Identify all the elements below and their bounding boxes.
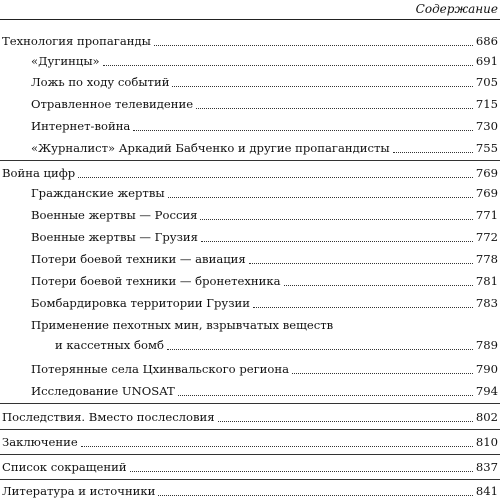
toc-subentry-page: 730 [475,119,498,133]
toc-subentry-title: Военные жертвы — Россия [31,208,198,222]
dot-leader [81,446,473,447]
toc-subentry-title: Потерянные села Цхинвальского региона [31,362,290,376]
toc-entry-page: 837 [475,460,498,474]
toc-subentry-title-line2: и кассетных бомб [55,338,164,352]
toc-entry-title: Последствия. Вместо послесловия [2,410,215,424]
toc-subentry[interactable] [0,252,500,267]
toc-subentry[interactable] [0,296,500,311]
dot-leader [130,471,473,472]
dot-leader [249,263,473,264]
toc-entry-numbers-war[interactable] [0,166,500,181]
running-head-title: Содержание [415,2,498,16]
toc-entry-abbreviations[interactable] [0,460,500,475]
dot-leader [172,86,472,87]
dot-leader [178,395,473,396]
toc-entry-title: Список сокращений [2,460,127,474]
dot-leader [103,65,473,66]
toc-subentry[interactable] [0,75,500,90]
running-head [0,0,500,20]
toc-subentry-title: Гражданские жертвы [31,186,165,200]
toc-entry-page: 810 [475,435,498,449]
toc-subentry-page: 691 [475,54,498,68]
toc-subentry-page: 781 [475,274,498,288]
toc-entry-conclusion[interactable] [0,435,500,450]
toc-entry-page: 686 [475,34,498,48]
toc-subentry-page: 778 [475,252,498,266]
dot-leader [292,373,473,374]
toc-subentry-title: Ложь по ходу событий [31,75,170,89]
toc-entry-page: 802 [475,410,498,424]
dot-leader [158,495,472,496]
toc-subentry-title: Отравленное телевидение [31,97,194,111]
toc-subentry-title: «Журналист» Аркадий Бабченко и другие пропагандисты [31,141,390,155]
dot-leader [78,177,473,178]
toc-subentry-page: 705 [475,75,498,89]
toc-subentry[interactable] [0,97,500,112]
section-divider [0,429,500,430]
toc-subentry[interactable] [0,208,500,223]
toc-subentry[interactable] [0,230,500,245]
toc-entry-title: Война цифр [2,166,76,180]
toc-subentry-page: 755 [475,141,498,155]
dot-leader [284,285,473,286]
toc-subentry-page: 769 [475,186,498,200]
toc-subentry[interactable] [0,362,500,377]
toc-entry-consequences[interactable] [0,410,500,425]
dot-leader [253,307,473,308]
dot-leader [167,349,473,350]
section-divider [0,160,500,161]
toc-subentry-title: Исследование UNOSAT [31,384,175,398]
toc-entry-title: Заключение [2,435,78,449]
section-divider [0,454,500,455]
toc-subentry-page: 715 [475,97,498,111]
toc-entry-propaganda[interactable] [0,34,500,49]
toc-subentry-title: Военные жертвы — Грузия [31,230,198,244]
toc-subentry-title: «Дугинцы» [31,54,100,68]
toc-subentry-page: 771 [475,208,498,222]
toc-subentry-page: 790 [475,362,498,376]
toc-subentry-multiline[interactable] [0,318,500,353]
toc-subentry[interactable] [0,54,500,69]
toc-entry-title: Литература и источники [2,484,156,498]
section-divider [0,403,500,404]
dot-leader [393,152,473,153]
dot-leader [154,45,473,46]
toc-subentry[interactable] [0,384,500,399]
dot-leader [196,108,473,109]
toc-subentry[interactable] [0,186,500,201]
toc-subentry-title: Бомбардировка территории Грузии [31,296,250,310]
toc-entry-page: 841 [475,484,498,498]
toc-subentry[interactable] [0,274,500,289]
dot-leader [133,130,473,131]
dot-leader [168,197,473,198]
toc-subentry-page: 783 [475,296,498,310]
toc-subentry-title: Интернет-война [31,119,131,133]
dot-leader [200,219,472,220]
toc-entry-literature[interactable] [0,484,500,499]
toc-subentry-title-line1: Применение пехотных мин, взрывчатых веществ [31,318,334,332]
toc-subentry-title: Потери боевой техники — бронетехника [31,274,281,288]
section-divider [0,479,500,480]
toc-subentry-page: 794 [475,384,498,398]
toc-subentry-page: 789 [475,338,498,352]
toc-subentry[interactable] [0,119,500,134]
toc-subentry[interactable] [0,141,500,156]
dot-leader [201,241,473,242]
dot-leader [218,421,473,422]
toc-subentry-title: Потери боевой техники — авиация [31,252,246,266]
toc-entry-title: Технология пропаганды [2,34,151,48]
toc-entry-page: 769 [475,166,498,180]
toc-subentry-page: 772 [475,230,498,244]
